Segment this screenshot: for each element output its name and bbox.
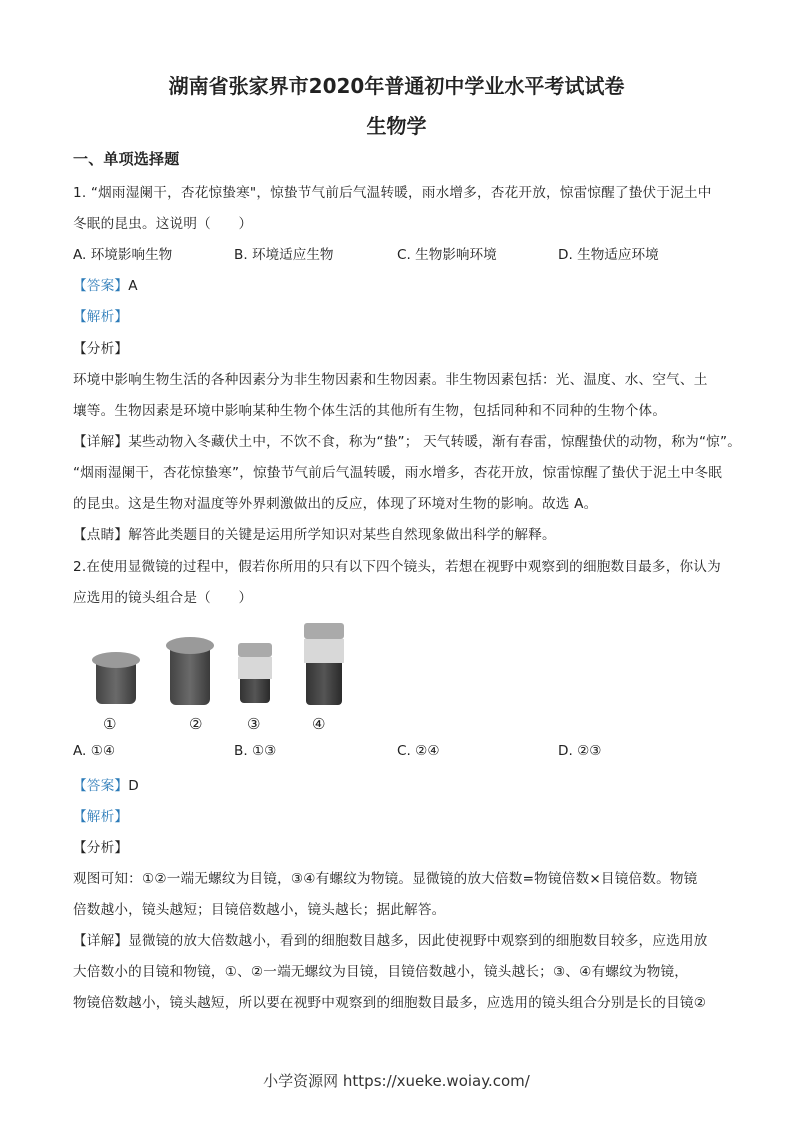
fenxi-text: 倍数越小，镜头越短；目镜倍数越小，镜头越长；据此解答。 [73,902,446,918]
xiangjie-text: 的昆虫。这是生物对温度等外界刺激做出的反应，体现了环境对生物的影响。故选 A。 [73,496,598,512]
document-title: 湖南省张家界市2020年普通初中学业水平考试试卷 [168,74,625,98]
xiangjie-text: 大倍数小的目镜和物镜，①、②一端无螺纹为目镜，目镜倍数越小，镜头越长；③、④有螺纹为物镜， [73,964,689,980]
option-c: C. ②④ [397,743,440,759]
option-d: D. ②③ [558,743,602,759]
figure-label: ① [103,715,117,733]
question-text: 应选用的镜头组合是（ ） [73,590,253,606]
answer-label: 【答案】 [73,278,129,294]
fenxi-label: 【分析】 [73,840,129,856]
dianjing [73,523,723,543]
figure-label: ③ [247,715,261,733]
question-text: 1. “烟雨湿阑干，杏花惊蛰寒"，惊蛰节气前后气温转暖，雨水增多，杏花开放，惊雷惊醒了蛰伏于泥土中 [73,185,712,201]
question-text: 冬眠的昆虫。这说明（ ） [73,216,253,232]
option-b: B. 环境适应生物 [234,247,334,263]
xiangjie-text: “烟雨湿阑干，杏花惊蛰寒”，惊蛰节气前后气温转暖，雨水增多，杏花开放，惊雷惊醒了蛰伏于泥土中冬眠 [73,465,722,481]
figure-label: ④ [312,715,326,733]
xiangjie [73,929,723,949]
fenxi-text: 环境中影响生物生活的各种因素分为非生物因素和生物因素。非生物因素包括：光、温度、水、空气、土 [73,372,708,388]
answer-value: D [128,778,139,794]
xiangjie-label: 【详解】 [73,933,129,949]
analysis-label: 【解析】 [73,809,129,825]
page-footer: 小学资源网 https://xueke.woiay.com/ [263,1072,530,1090]
option-d: D. 生物适应环境 [558,247,659,263]
section-heading: 一、单项选择题 [73,150,180,168]
answer [73,774,723,794]
option-b: B. ①③ [234,743,277,759]
xiangjie-text: 某些动物入冬藏伏土中，不饮不食，称为“蛰”； 天气转暖，渐有春雷，惊醒蛰伏的动物，称为“惊”。 [128,434,742,450]
analysis-label: 【解析】 [73,309,129,325]
fenxi-text: 壤等。生物因素是环境中影响某种生物个体生活的其他所有生物，包括同种和不同种的生物个体。 [73,403,667,419]
answer [73,274,723,294]
xiangjie-label: 【详解】 [73,434,129,450]
option-c: C. 生物影响环境 [397,247,497,263]
xiangjie-text: 显微镜的放大倍数越小，看到的细胞数目越多，因此使视野中观察到的细胞数目较多，应选用放 [128,933,708,949]
fenxi-text: 观图可知：①②一端无螺纹为目镜，③④有螺纹为物镜。显微镜的放大倍数=物镜倍数×目镜倍数。物镜 [73,871,698,887]
xiangjie-text: 物镜倍数越小，镜头越短，所以要在视野中观察到的细胞数目最多，应选用的镜头组合分别是长的目镜② [73,995,707,1011]
answer-label: 【答案】 [73,778,129,794]
answer-value: A [128,278,138,294]
figure-label: ② [189,715,203,733]
xiangjie [73,430,742,450]
option-a: A. 环境影响生物 [73,247,173,263]
option-a: A. ①④ [73,743,116,759]
document-subtitle: 生物学 [366,114,427,138]
question-text: 2.在使用显微镜的过程中，假若你所用的只有以下四个镜头，若想在视野中观察到的细胞数目最多，你认为 [73,559,721,575]
fenxi-label: 【分析】 [73,341,129,357]
dianjing-text: 解答此类题目的关键是运用所学知识对某些自然现象做出科学的解释。 [128,527,556,543]
dianjing-label: 【点睛】 [73,527,129,543]
